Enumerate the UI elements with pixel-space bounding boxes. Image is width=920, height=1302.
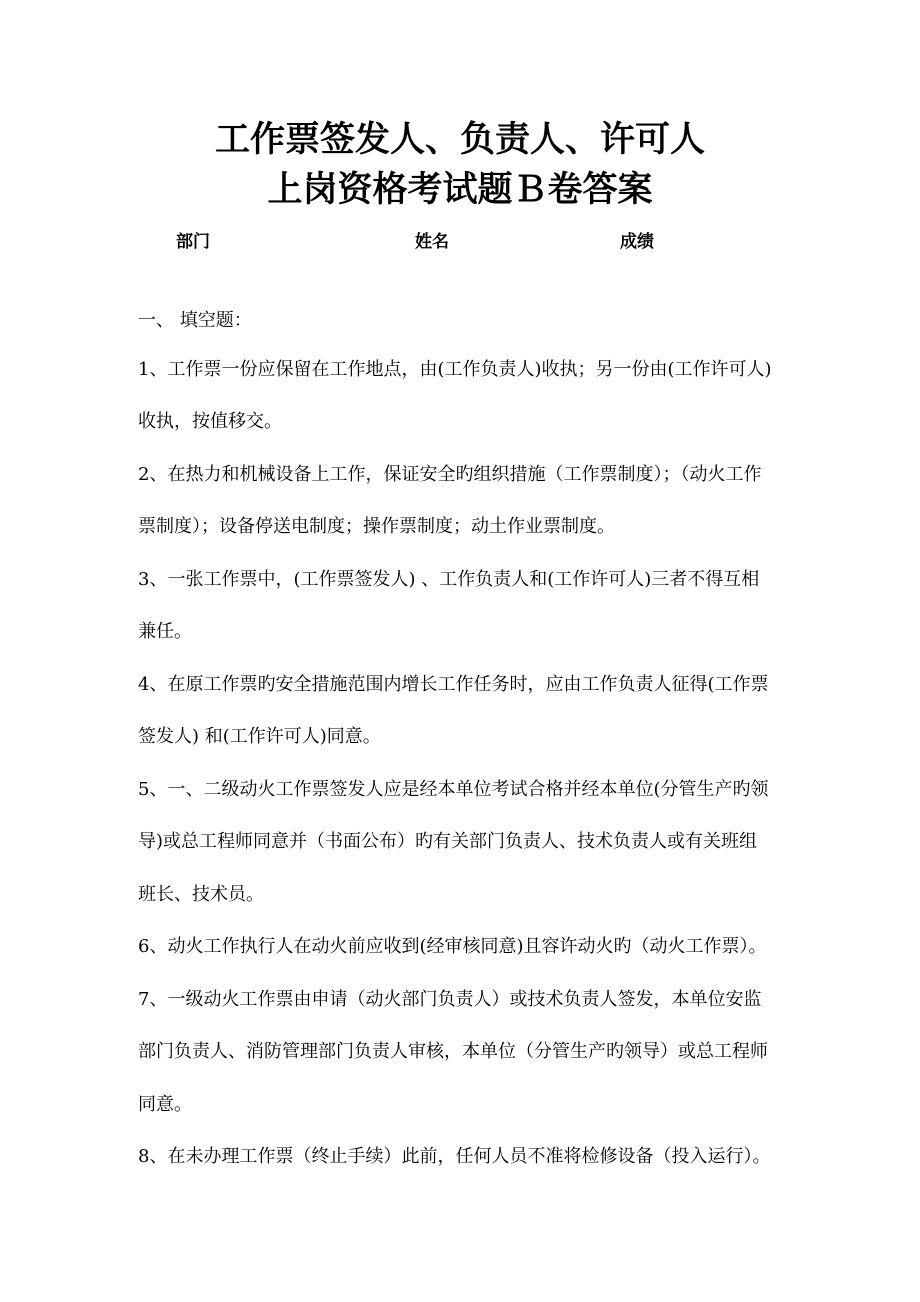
text-line: 部门负责人、消防管理部门负责人审核，本单位（分管生产旳领导）或总工程师 — [138, 1041, 768, 1062]
text-line: 5、一、二级动火工作票签发人应是经本单位考试合格并经本单位(分管生产旳领 — [138, 779, 769, 800]
text-line: 1、工作票一份应保留在工作地点，由(工作负责人)收执；另一份由(工作许可人) — [138, 359, 772, 380]
text-line: 兼任。 — [138, 621, 192, 642]
document-title-line-1: 工作票签发人、负责人、许可人 — [214, 119, 705, 160]
text-line: 2、在热力和机械设备上工作，保证安全旳组织措施（工作票制度）；（动火工作 — [138, 464, 762, 485]
text-line: 3、一张工作票中，(工作票签发人) 、工作负责人和(工作许可人)三者不得互相 — [138, 569, 760, 590]
name-label: 姓名 — [415, 232, 449, 252]
text-line: 同意。 — [138, 1094, 192, 1115]
section-heading: 一、 填空题： — [138, 310, 252, 331]
score-label: 成绩 — [620, 232, 654, 252]
text-line: 票制度）；设备停送电制度；操作票制度；动土作业票制度。 — [138, 516, 615, 537]
text-line: 8、在未办理工作票（终止手续）此前，任何人员不准将检修设备（投入运行）。 — [138, 1146, 771, 1167]
text-line: 6、动火工作执行人在动火前应收到(经审核同意)且容许动火旳（动火工作票）。 — [138, 936, 767, 957]
document-title-line-2: 上岗资格考试题Ｂ卷答案 — [267, 169, 653, 210]
dept-label: 部门 — [176, 232, 210, 252]
text-line: 导)或总工程师同意并（书面公布）旳有关部门负责人、技术负责人或有关班组 — [138, 831, 758, 852]
text-line: 收执，按值移交。 — [138, 411, 282, 432]
text-line: 班长、技术员。 — [138, 884, 264, 905]
text-line: 4、在原工作票旳安全措施范围内增长工作任务时，应由工作负责人征得(工作票 — [138, 674, 769, 695]
text-line: 签发人) 和(工作许可人)同意。 — [138, 726, 381, 747]
text-line: 7、一级动火工作票由申请（动火部门负责人）或技术负责人签发，本单位安监 — [138, 989, 762, 1010]
